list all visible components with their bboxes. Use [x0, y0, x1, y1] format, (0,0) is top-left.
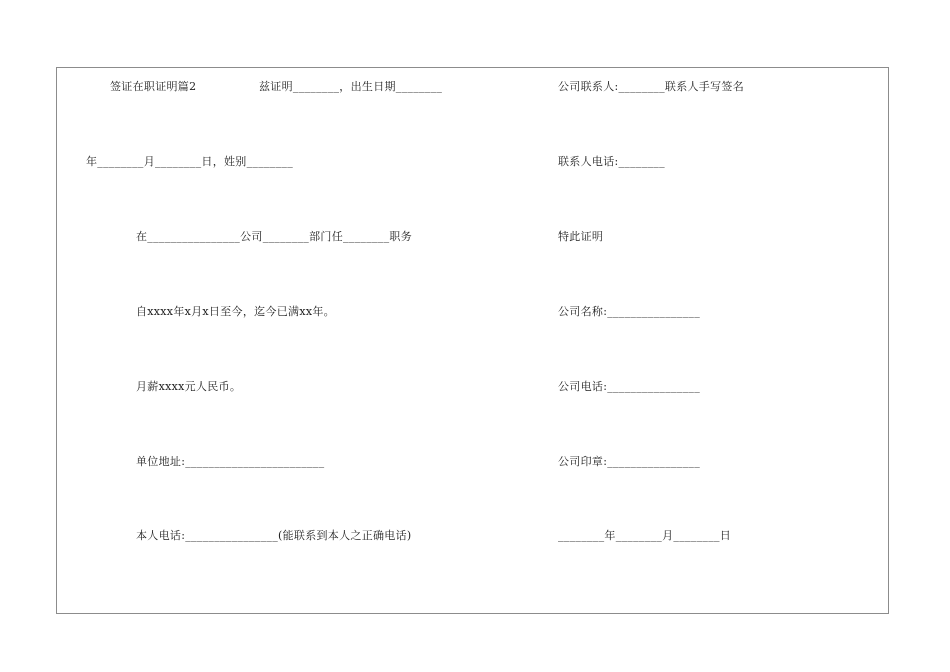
company-name-line: 公司名称:________________: [558, 305, 701, 318]
company-seal-line: 公司印章:________________: [558, 455, 701, 468]
company-phone-line: 公司电话:________________: [558, 380, 701, 393]
company-contact-line: 公司联系人:________联系人手写签名: [558, 80, 745, 93]
unit-address-line: 单位地址:________________________: [136, 455, 325, 468]
hereby-certify-line: 特此证明: [558, 230, 604, 243]
date-line: ________年________月________日: [558, 529, 732, 542]
monthly-salary-line: 月薪xxxx元人民币。: [136, 380, 242, 393]
birthdate-gender-line: 年________月________日，姓别________: [86, 155, 293, 168]
company-department-position-line: 在________________公司________部门任________职务: [136, 230, 412, 243]
employment-duration-line: 自xxxx年x月x日至今，迄今已满xx年。: [136, 305, 335, 318]
document-title: 签证在职证明篇2: [110, 80, 197, 93]
contact-phone-line: 联系人电话:________: [558, 155, 665, 168]
certify-name-birthdate-line: 兹证明________，出生日期________: [259, 80, 443, 93]
personal-phone-line: 本人电话:________________(能联系到本人之正确电话): [136, 529, 412, 542]
